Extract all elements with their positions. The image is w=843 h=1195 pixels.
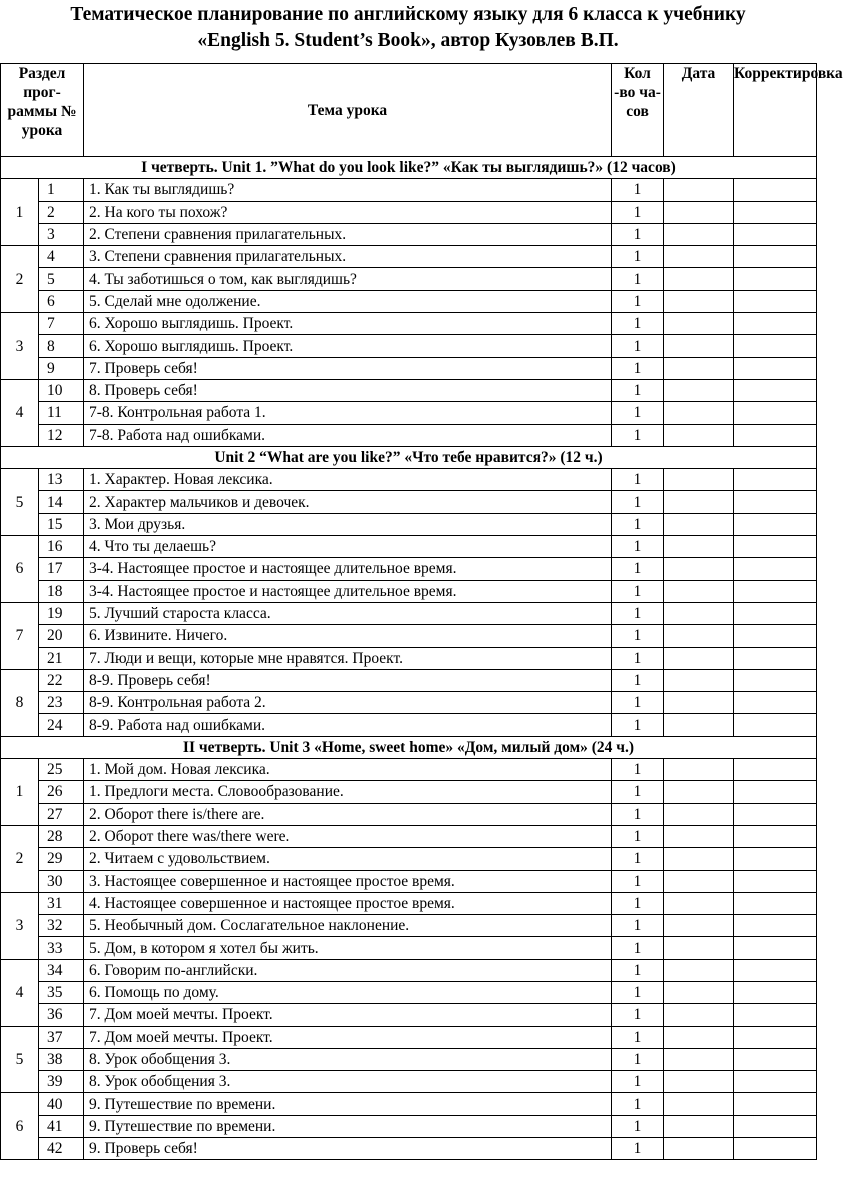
lesson-number: 5 xyxy=(39,268,84,290)
lesson-number: 41 xyxy=(39,1115,84,1137)
lesson-hours: 1 xyxy=(612,669,664,691)
lesson-hours: 1 xyxy=(612,313,664,335)
lesson-correction-cell xyxy=(734,669,817,691)
lesson-date-cell xyxy=(664,647,734,669)
lesson-hours: 1 xyxy=(612,825,664,847)
lesson-topic: 3. Мои друзья. xyxy=(84,513,612,535)
table-row xyxy=(1,424,817,446)
lesson-number: 26 xyxy=(39,781,84,803)
table-row xyxy=(1,1071,817,1093)
lesson-topic: 3-4. Настоящее простое и настоящее длительное время. xyxy=(84,558,612,580)
lesson-date-cell xyxy=(664,335,734,357)
lesson-number: 40 xyxy=(39,1093,84,1115)
unit-number: 2 xyxy=(1,825,39,892)
lesson-correction-cell xyxy=(734,692,817,714)
lesson-correction-cell xyxy=(734,803,817,825)
table-row xyxy=(1,870,817,892)
table-row xyxy=(1,959,817,981)
lesson-hours: 1 xyxy=(612,513,664,535)
lesson-topic: 6. Говорим по-английски. xyxy=(84,959,612,981)
lesson-correction-cell xyxy=(734,379,817,401)
lesson-topic: 2. Оборот there is/there are. xyxy=(84,803,612,825)
lesson-correction-cell xyxy=(734,536,817,558)
table-row xyxy=(1,1004,817,1026)
lesson-hours: 1 xyxy=(612,647,664,669)
table-row xyxy=(1,848,817,870)
lesson-correction-cell xyxy=(734,335,817,357)
table-row xyxy=(1,1026,817,1048)
lesson-number: 21 xyxy=(39,647,84,669)
table-row xyxy=(1,669,817,691)
header-topic: Тема урока xyxy=(84,64,612,157)
lesson-number: 15 xyxy=(39,513,84,535)
table-row xyxy=(1,759,817,781)
lesson-hours: 1 xyxy=(612,335,664,357)
lesson-correction-cell xyxy=(734,1071,817,1093)
lesson-number: 18 xyxy=(39,580,84,602)
lesson-number: 23 xyxy=(39,692,84,714)
lesson-topic: 8-9. Проверь себя! xyxy=(84,669,612,691)
lesson-hours: 1 xyxy=(612,803,664,825)
table-row xyxy=(1,803,817,825)
lesson-date-cell xyxy=(664,669,734,691)
lesson-hours: 1 xyxy=(612,469,664,491)
lesson-topic: 4. Ты заботишься о том, как выглядишь? xyxy=(84,268,612,290)
lesson-hours: 1 xyxy=(612,357,664,379)
lesson-correction-cell xyxy=(734,1048,817,1070)
unit-number: 2 xyxy=(1,246,39,313)
lesson-hours: 1 xyxy=(612,714,664,736)
lesson-hours: 1 xyxy=(612,692,664,714)
lesson-number: 42 xyxy=(39,1138,84,1160)
lesson-number: 27 xyxy=(39,803,84,825)
lesson-date-cell xyxy=(664,825,734,847)
lesson-topic: 2. Читаем с удовольствием. xyxy=(84,848,612,870)
table-row xyxy=(1,268,817,290)
table-row xyxy=(1,1115,817,1137)
lesson-plan-table xyxy=(0,63,843,1160)
lesson-correction-cell xyxy=(734,625,817,647)
lesson-hours: 1 xyxy=(612,268,664,290)
lesson-date-cell xyxy=(664,602,734,624)
table-row xyxy=(1,692,817,714)
lesson-hours: 1 xyxy=(612,223,664,245)
lesson-topic: 1. Предлоги места. Словообразование. xyxy=(84,781,612,803)
lesson-correction-cell xyxy=(734,268,817,290)
lesson-hours: 1 xyxy=(612,759,664,781)
lesson-hours: 1 xyxy=(612,937,664,959)
lesson-topic: 8. Урок обобщения 3. xyxy=(84,1071,612,1093)
lesson-number: 10 xyxy=(39,379,84,401)
table-row xyxy=(1,647,817,669)
lesson-number: 1 xyxy=(39,179,84,201)
lesson-correction-cell xyxy=(734,981,817,1003)
lesson-hours: 1 xyxy=(612,1071,664,1093)
lesson-hours: 1 xyxy=(612,1048,664,1070)
lesson-number: 22 xyxy=(39,669,84,691)
lesson-hours: 1 xyxy=(612,981,664,1003)
lesson-correction-cell xyxy=(734,580,817,602)
lesson-hours: 1 xyxy=(612,1138,664,1160)
lesson-hours: 1 xyxy=(612,959,664,981)
unit-number: 5 xyxy=(1,1026,39,1093)
table-row xyxy=(1,892,817,914)
lesson-correction-cell xyxy=(734,469,817,491)
lesson-topic: 5. Необычный дом. Сослагательное наклонение. xyxy=(84,915,612,937)
lesson-date-cell xyxy=(664,357,734,379)
lesson-correction-cell xyxy=(734,201,817,223)
table-row xyxy=(1,469,817,491)
lesson-topic: 3. Настоящее совершенное и настоящее простое время. xyxy=(84,870,612,892)
lesson-date-cell xyxy=(664,959,734,981)
lesson-correction-cell xyxy=(734,759,817,781)
table-row xyxy=(1,536,817,558)
lesson-date-cell xyxy=(664,469,734,491)
lesson-hours: 1 xyxy=(612,602,664,624)
lesson-number: 12 xyxy=(39,424,84,446)
unit-number: 1 xyxy=(1,759,39,826)
lesson-number: 34 xyxy=(39,959,84,981)
lesson-date-cell xyxy=(664,714,734,736)
lesson-topic: 9. Проверь себя! xyxy=(84,1138,612,1160)
lesson-date-cell xyxy=(664,1004,734,1026)
lesson-hours: 1 xyxy=(612,536,664,558)
lesson-hours: 1 xyxy=(612,915,664,937)
unit-number: 1 xyxy=(1,179,39,246)
lesson-number: 30 xyxy=(39,870,84,892)
lesson-correction-cell xyxy=(734,246,817,268)
lesson-correction-cell xyxy=(734,179,817,201)
lesson-correction-cell xyxy=(734,223,817,245)
lesson-correction-cell xyxy=(734,290,817,312)
lesson-correction-cell xyxy=(734,915,817,937)
lesson-date-cell xyxy=(664,223,734,245)
lesson-topic: 7. Люди и вещи, которые мне нравятся. Проект. xyxy=(84,647,612,669)
lesson-hours: 1 xyxy=(612,379,664,401)
title-line-1: Тематическое планирование по английскому языку для 6 класса к учебнику xyxy=(70,4,746,25)
lesson-topic: 3-4. Настоящее простое и настоящее длительное время. xyxy=(84,580,612,602)
lesson-number: 28 xyxy=(39,825,84,847)
lesson-number: 11 xyxy=(39,402,84,424)
unit-number: 7 xyxy=(1,602,39,669)
lesson-date-cell xyxy=(664,1048,734,1070)
lesson-correction-cell xyxy=(734,1004,817,1026)
header-section: Раздел прог-раммы № урока xyxy=(1,64,84,157)
lesson-topic: 3. Степени сравнения прилагательных. xyxy=(84,246,612,268)
lesson-date-cell xyxy=(664,915,734,937)
lesson-hours: 1 xyxy=(612,290,664,312)
lesson-number: 16 xyxy=(39,536,84,558)
lesson-topic: 5. Дом, в котором я хотел бы жить. xyxy=(84,937,612,959)
header-date: Дата xyxy=(664,64,734,157)
header-correction: Корректировка xyxy=(734,64,817,157)
lesson-date-cell xyxy=(664,1093,734,1115)
lesson-correction-cell xyxy=(734,513,817,535)
table-row xyxy=(1,714,817,736)
table-row xyxy=(1,915,817,937)
unit-number: 6 xyxy=(1,536,39,603)
lesson-date-cell xyxy=(664,892,734,914)
lesson-date-cell xyxy=(664,268,734,290)
table-row xyxy=(1,357,817,379)
lesson-correction-cell xyxy=(734,781,817,803)
lesson-topic: 7. Дом моей мечты. Проект. xyxy=(84,1026,612,1048)
table-row xyxy=(1,379,817,401)
table-row xyxy=(1,313,817,335)
lesson-topic: 6. Хорошо выглядишь. Проект. xyxy=(84,335,612,357)
lesson-correction-cell xyxy=(734,1115,817,1137)
lesson-number: 37 xyxy=(39,1026,84,1048)
lesson-number: 29 xyxy=(39,848,84,870)
lesson-date-cell xyxy=(664,201,734,223)
lesson-topic: 2. На кого ты похож? xyxy=(84,201,612,223)
table-row xyxy=(1,335,817,357)
lesson-topic: 8. Урок обобщения 3. xyxy=(84,1048,612,1070)
lesson-topic: 2. Характер мальчиков и девочек. xyxy=(84,491,612,513)
table-row xyxy=(1,937,817,959)
lesson-number: 17 xyxy=(39,558,84,580)
lesson-date-cell xyxy=(664,290,734,312)
header-hours: Кол -во ча-сов xyxy=(612,64,664,157)
unit-number: 8 xyxy=(1,669,39,736)
table-header-row xyxy=(1,64,817,157)
lesson-hours: 1 xyxy=(612,781,664,803)
lesson-hours: 1 xyxy=(612,424,664,446)
table-row xyxy=(1,825,817,847)
lesson-correction-cell xyxy=(734,558,817,580)
unit-number: 6 xyxy=(1,1093,39,1160)
table-row xyxy=(1,1093,817,1115)
lesson-correction-cell xyxy=(734,1093,817,1115)
lesson-date-cell xyxy=(664,379,734,401)
lesson-hours: 1 xyxy=(612,1004,664,1026)
lesson-correction-cell xyxy=(734,892,817,914)
section-heading-row xyxy=(1,446,817,468)
lesson-correction-cell xyxy=(734,959,817,981)
lesson-hours: 1 xyxy=(612,246,664,268)
lesson-hours: 1 xyxy=(612,625,664,647)
lesson-correction-cell xyxy=(734,848,817,870)
lesson-date-cell xyxy=(664,313,734,335)
lesson-hours: 1 xyxy=(612,580,664,602)
lesson-topic: 4. Что ты делаешь? xyxy=(84,536,612,558)
lesson-number: 25 xyxy=(39,759,84,781)
lesson-topic: 5. Лучший староста класса. xyxy=(84,602,612,624)
section-heading: II четверть. Unit 3 «Home, sweet home» «Дом, милый дом» (24 ч.) xyxy=(1,736,817,758)
unit-number: 5 xyxy=(1,469,39,536)
lesson-hours: 1 xyxy=(612,1115,664,1137)
lesson-correction-cell xyxy=(734,313,817,335)
table-row xyxy=(1,491,817,513)
table-row xyxy=(1,179,817,201)
lesson-number: 20 xyxy=(39,625,84,647)
lesson-topic: 5. Сделай мне одолжение. xyxy=(84,290,612,312)
lesson-date-cell xyxy=(664,981,734,1003)
table-body xyxy=(1,157,817,1160)
lesson-topic: 2. Оборот there was/there were. xyxy=(84,825,612,847)
lesson-number: 14 xyxy=(39,491,84,513)
lesson-topic: 2. Степени сравнения прилагательных. xyxy=(84,223,612,245)
lesson-hours: 1 xyxy=(612,491,664,513)
lesson-date-cell xyxy=(664,781,734,803)
lesson-date-cell xyxy=(664,625,734,647)
lesson-number: 32 xyxy=(39,915,84,937)
lesson-topic: 6. Хорошо выглядишь. Проект. xyxy=(84,313,612,335)
lesson-topic: 9. Путешествие по времени. xyxy=(84,1115,612,1137)
lesson-number: 35 xyxy=(39,981,84,1003)
lesson-topic: 8-9. Работа над ошибками. xyxy=(84,714,612,736)
lesson-topic: 1. Характер. Новая лексика. xyxy=(84,469,612,491)
lesson-number: 24 xyxy=(39,714,84,736)
lesson-number: 2 xyxy=(39,201,84,223)
lesson-date-cell xyxy=(664,759,734,781)
table-row xyxy=(1,558,817,580)
lesson-date-cell xyxy=(664,692,734,714)
lesson-correction-cell xyxy=(734,424,817,446)
lesson-topic: 7. Дом моей мечты. Проект. xyxy=(84,1004,612,1026)
lesson-number: 3 xyxy=(39,223,84,245)
lesson-hours: 1 xyxy=(612,892,664,914)
lesson-number: 31 xyxy=(39,892,84,914)
lesson-date-cell xyxy=(664,536,734,558)
section-heading-row xyxy=(1,157,817,179)
lesson-correction-cell xyxy=(734,402,817,424)
lesson-number: 4 xyxy=(39,246,84,268)
lesson-number: 9 xyxy=(39,357,84,379)
lesson-correction-cell xyxy=(734,870,817,892)
lesson-date-cell xyxy=(664,1138,734,1160)
lesson-correction-cell xyxy=(734,1138,817,1160)
lesson-date-cell xyxy=(664,246,734,268)
lesson-topic: 4. Настоящее совершенное и настоящее простое время. xyxy=(84,892,612,914)
table-row xyxy=(1,402,817,424)
table-row xyxy=(1,223,817,245)
lesson-hours: 1 xyxy=(612,558,664,580)
title-line-2: «English 5. Student’s Book», автор Кузовлев В.П. xyxy=(197,30,619,51)
lesson-number: 13 xyxy=(39,469,84,491)
table-row xyxy=(1,201,817,223)
lesson-number: 33 xyxy=(39,937,84,959)
lesson-topic: 1. Как ты выглядишь? xyxy=(84,179,612,201)
lesson-hours: 1 xyxy=(612,1093,664,1115)
table-row xyxy=(1,981,817,1003)
lesson-date-cell xyxy=(664,402,734,424)
lesson-correction-cell xyxy=(734,714,817,736)
lesson-hours: 1 xyxy=(612,1026,664,1048)
lesson-correction-cell xyxy=(734,602,817,624)
lesson-topic: 6. Помощь по дому. xyxy=(84,981,612,1003)
table-row xyxy=(1,1138,817,1160)
unit-number: 4 xyxy=(1,379,39,446)
table-row xyxy=(1,246,817,268)
unit-number: 3 xyxy=(1,313,39,380)
lesson-number: 39 xyxy=(39,1071,84,1093)
lesson-date-cell xyxy=(664,179,734,201)
lesson-topic: 8-9. Контрольная работа 2. xyxy=(84,692,612,714)
lesson-date-cell xyxy=(664,424,734,446)
lesson-topic: 6. Извините. Ничего. xyxy=(84,625,612,647)
lesson-date-cell xyxy=(664,491,734,513)
lesson-correction-cell xyxy=(734,491,817,513)
unit-number: 4 xyxy=(1,959,39,1026)
table-row xyxy=(1,290,817,312)
lesson-number: 19 xyxy=(39,602,84,624)
table-row xyxy=(1,1048,817,1070)
document-title xyxy=(0,2,816,54)
table-row xyxy=(1,580,817,602)
lesson-number: 8 xyxy=(39,335,84,357)
lesson-number: 36 xyxy=(39,1004,84,1026)
table-row xyxy=(1,513,817,535)
lesson-number: 6 xyxy=(39,290,84,312)
lesson-topic: 8. Проверь себя! xyxy=(84,379,612,401)
lesson-date-cell xyxy=(664,1026,734,1048)
section-heading: I четверть. Unit 1. ”What do you look like?” «Как ты выглядишь?» (12 часов) xyxy=(1,157,817,179)
lesson-hours: 1 xyxy=(612,179,664,201)
lesson-date-cell xyxy=(664,937,734,959)
table-row xyxy=(1,625,817,647)
lesson-topic: 9. Путешествие по времени. xyxy=(84,1093,612,1115)
lesson-hours: 1 xyxy=(612,870,664,892)
lesson-correction-cell xyxy=(734,647,817,669)
lesson-date-cell xyxy=(664,580,734,602)
section-heading-row xyxy=(1,736,817,758)
lesson-date-cell xyxy=(664,513,734,535)
lesson-correction-cell xyxy=(734,937,817,959)
lesson-date-cell xyxy=(664,1071,734,1093)
lesson-date-cell xyxy=(664,558,734,580)
lesson-hours: 1 xyxy=(612,848,664,870)
lesson-correction-cell xyxy=(734,825,817,847)
lesson-correction-cell xyxy=(734,357,817,379)
lesson-date-cell xyxy=(664,870,734,892)
lesson-topic: 1. Мой дом. Новая лексика. xyxy=(84,759,612,781)
unit-number: 3 xyxy=(1,892,39,959)
lesson-topic: 7-8. Контрольная работа 1. xyxy=(84,402,612,424)
lesson-date-cell xyxy=(664,1115,734,1137)
lesson-hours: 1 xyxy=(612,201,664,223)
section-heading: Unit 2 “What are you like?” «Что тебе нравится?» (12 ч.) xyxy=(1,446,817,468)
lesson-topic: 7-8. Работа над ошибками. xyxy=(84,424,612,446)
lesson-date-cell xyxy=(664,848,734,870)
lesson-number: 38 xyxy=(39,1048,84,1070)
lesson-hours: 1 xyxy=(612,402,664,424)
lesson-correction-cell xyxy=(734,1026,817,1048)
lesson-date-cell xyxy=(664,803,734,825)
table-row xyxy=(1,781,817,803)
lesson-number: 7 xyxy=(39,313,84,335)
table-row xyxy=(1,602,817,624)
lesson-topic: 7. Проверь себя! xyxy=(84,357,612,379)
